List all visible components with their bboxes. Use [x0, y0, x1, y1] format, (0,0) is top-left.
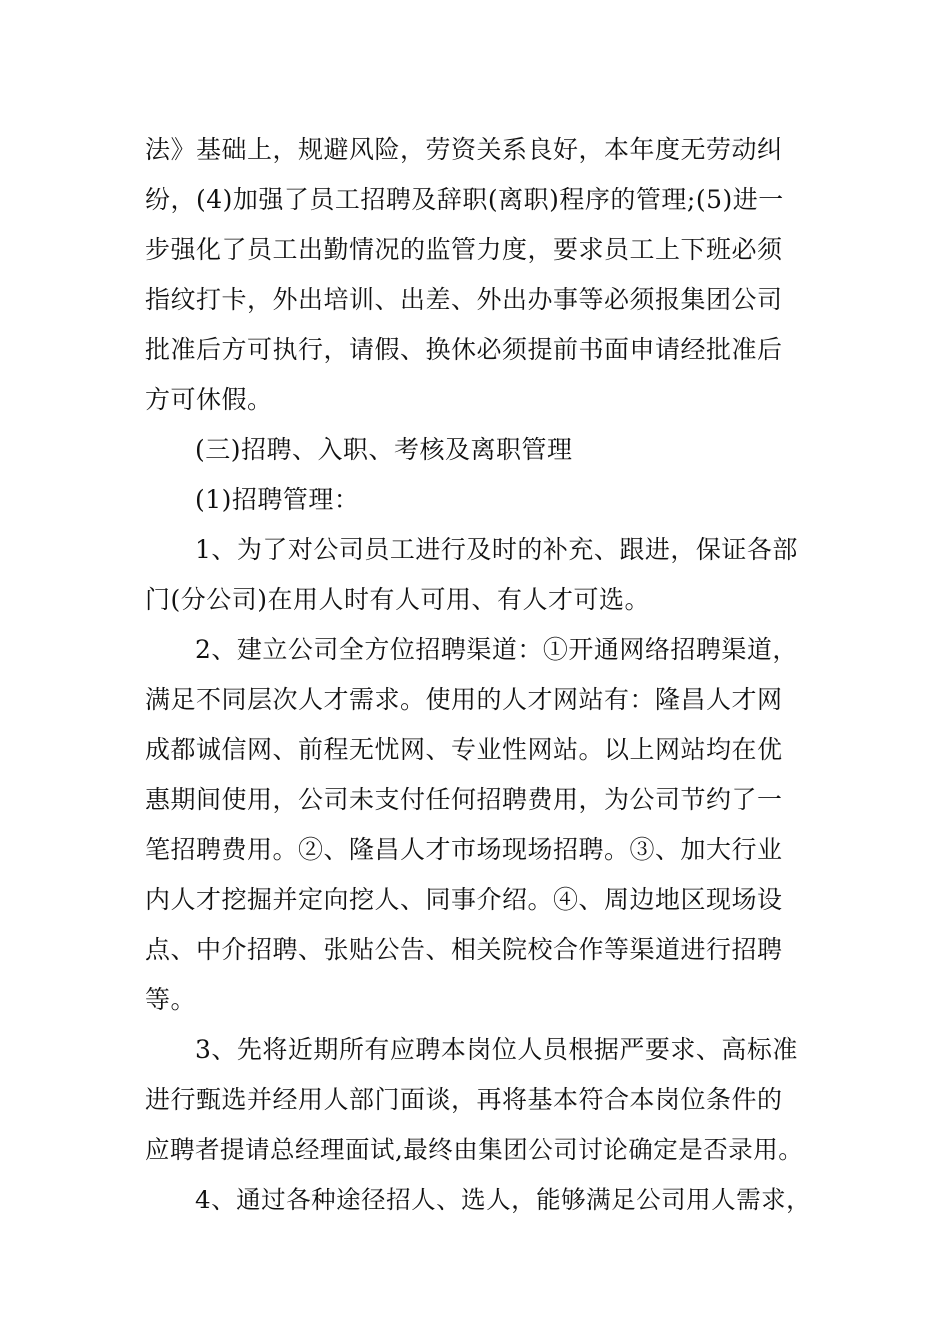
text-line: 4、通过各种途径招人、选人，能够满足公司用人需求，	[195, 1185, 812, 1214]
text-line: 1、为了对公司员工进行及时的补充、跟进，保证各部	[195, 535, 798, 564]
text-line: 2、建立公司全方位招聘渠道：①开通网络招聘渠道，	[195, 635, 798, 664]
text-line: 笔招聘费用。②、隆昌人才市场现场招聘。③、加大行业	[145, 835, 783, 864]
text-line: 进行甄选并经用人部门面谈，再将基本符合本岗位条件的	[145, 1085, 783, 1114]
text-line: 步强化了员工出勤情况的监管力度，要求员工上下班必须	[145, 235, 783, 264]
text-line: 满足不同层次人才需求。使用的人才网站有：隆昌人才网	[145, 685, 783, 714]
text-line: 纷，(4)加强了员工招聘及辞职(离职)程序的管理;(5)进一	[145, 185, 784, 214]
subsection-heading: (1)招聘管理：	[195, 485, 360, 514]
text-line: 批准后方可执行，请假、换休必须提前书面申请经批准后	[145, 335, 783, 364]
text-line: 成都诚信网、前程无忧网、专业性网站。以上网站均在优	[145, 735, 783, 764]
text-line: 惠期间使用，公司未支付任何招聘费用，为公司节约了一	[145, 785, 783, 814]
text-line: 等。	[145, 985, 197, 1014]
text-line: 3、先将近期所有应聘本岗位人员根据严要求、高标准	[195, 1035, 798, 1064]
section-heading: (三)招聘、入职、考核及离职管理	[195, 435, 573, 464]
text-line: 法》基础上，规避风险，劳资关系良好，本年度无劳动纠	[145, 135, 783, 164]
text-line: 方可休假。	[145, 385, 273, 414]
text-line: 内人才挖掘并定向挖人、同事介绍。④、周边地区现场设	[145, 885, 783, 914]
text-line: 点、中介招聘、张贴公告、相关院校合作等渠道进行招聘	[145, 935, 783, 964]
text-line: 门(分公司)在用人时有人可用、有人才可选。	[145, 585, 651, 614]
text-line: 指纹打卡，外出培训、出差、外出办事等必须报集团公司	[145, 285, 783, 314]
text-line: 应聘者提请总经理面试,最终由集团公司讨论确定是否录用。	[145, 1135, 804, 1164]
